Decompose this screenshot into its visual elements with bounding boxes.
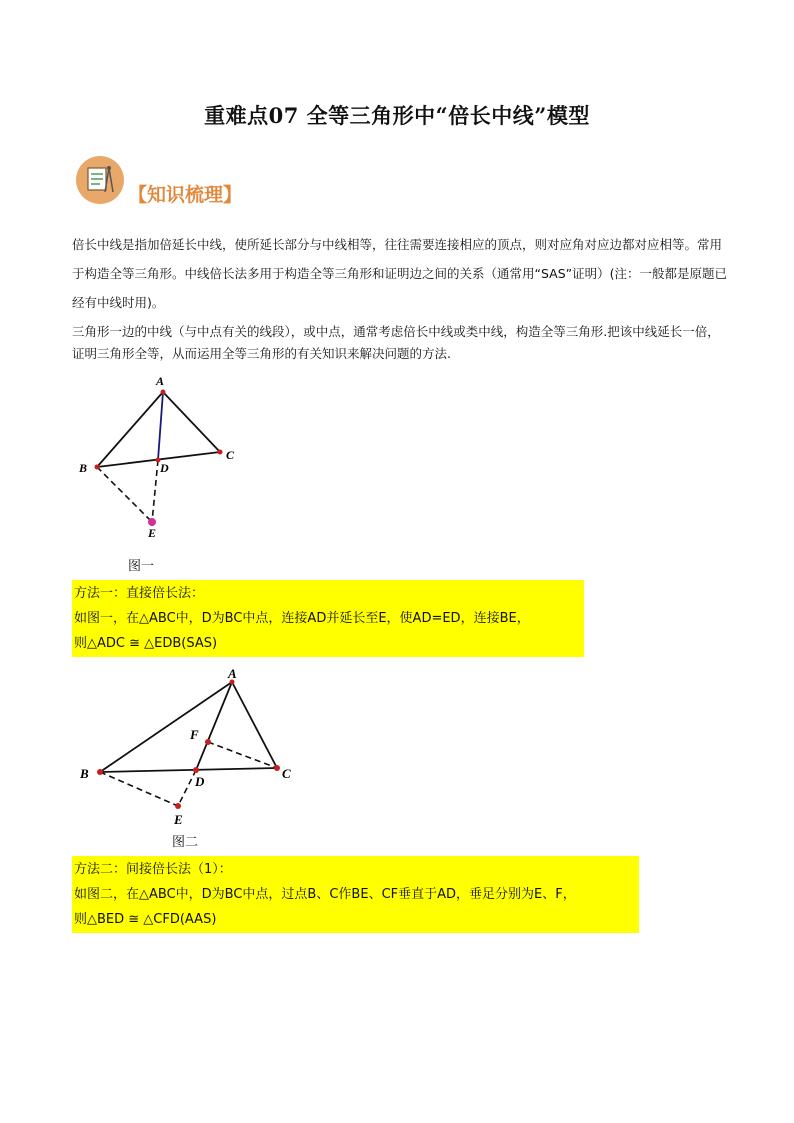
point-b xyxy=(95,465,100,470)
side-ab xyxy=(100,682,232,772)
method-2-box xyxy=(72,856,639,933)
label-e: E xyxy=(174,812,183,827)
segment-cf xyxy=(208,742,277,768)
label-d: D xyxy=(195,774,205,789)
method-2-line-2: 如图二，在△ABC中，D为BC中点，过点B、C作BE、CF垂直于AD，垂足分别为E、F， xyxy=(74,887,576,902)
paragraph-1: 倍长中线是指加倍延长中线，使所延长部分与中线相等，往往需要连接相应的顶点，则对应角对应边都对应相等。常用于构造全等三角形。中线倍长法多用于构造全等三角形和证明边之间的关系（通常用“SAS”证明）(注：一般都是原题已经有中线时用)。 xyxy=(72,237,727,310)
notebook-compass-icon xyxy=(76,156,124,204)
segment-de xyxy=(178,770,196,806)
point-e xyxy=(148,518,156,526)
point-a xyxy=(161,390,166,395)
point-f xyxy=(205,739,211,745)
label-c: C xyxy=(282,766,291,781)
method-1-heading: 方法一：直接倍长法： xyxy=(74,586,205,601)
paragraph-2: 三角形一边的中线（与中点有关的线段），或中点，通常考虑倍长中线或类中线，构造全等三角形.把该中线延长一倍，证明三角形全等，从而运用全等三角形的有关知识来解决问题的方法. xyxy=(72,324,720,361)
segment-be xyxy=(100,772,178,806)
label-e: E xyxy=(148,526,157,540)
page-title: 重难点07 全等三角形中“倍长中线”模型 xyxy=(204,103,590,128)
median-ad xyxy=(158,392,163,460)
label-a: A xyxy=(228,666,237,681)
label-f: F xyxy=(190,727,199,742)
side-ab xyxy=(97,392,163,467)
label-b: B xyxy=(80,766,89,781)
method-1-line-3: 则△ADC ≅ △EDB(SAS) xyxy=(74,636,218,651)
point-c xyxy=(218,450,223,455)
method-2-heading: 方法二：间接倍长法（1）： xyxy=(74,862,232,877)
segment-be xyxy=(97,467,152,522)
method-1-line-2: 如图一，在△ABC中，D为BC中点，连接AD并延长至E，使AD=ED，连接BE， xyxy=(74,611,530,626)
section-label: 【知识梳理】 xyxy=(128,184,243,206)
label-c: C xyxy=(226,448,235,462)
side-ac xyxy=(163,392,220,452)
point-b xyxy=(97,769,103,775)
figure-2-caption: 图二 xyxy=(172,835,199,850)
point-e xyxy=(175,803,181,809)
side-ac xyxy=(232,682,277,768)
point-c xyxy=(274,765,280,771)
section-header xyxy=(76,156,336,212)
method-1-box xyxy=(72,580,584,657)
label-b: B xyxy=(79,461,88,475)
point-d xyxy=(193,767,199,773)
segment-de xyxy=(152,460,158,522)
figure-1-caption: 图一 xyxy=(128,559,155,574)
figure-2-diagram xyxy=(70,664,310,830)
figure-1-diagram xyxy=(70,372,270,542)
label-d: D xyxy=(160,461,169,475)
method-2-line-3: 则△BED ≅ △CFD(AAS) xyxy=(74,912,217,927)
label-a: A xyxy=(156,374,165,388)
side-bc xyxy=(100,768,277,772)
